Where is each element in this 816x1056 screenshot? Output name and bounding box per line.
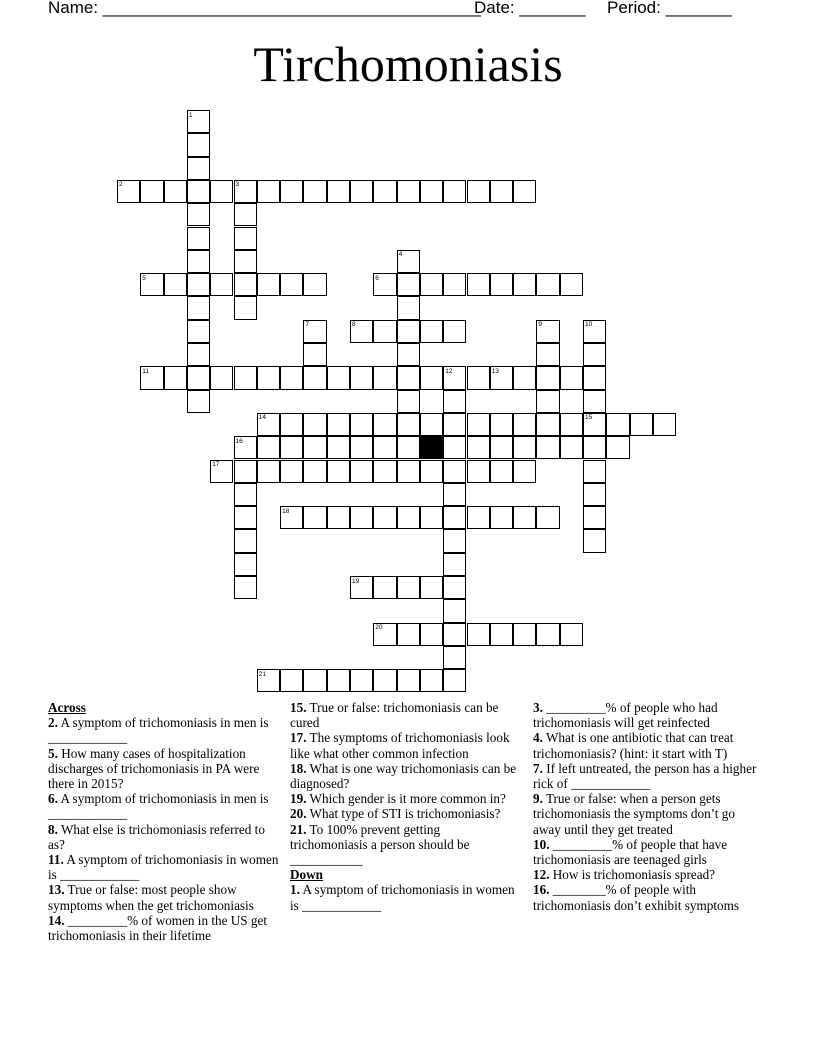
clue-item bbox=[290, 700, 518, 730]
grid-cell[interactable] bbox=[303, 460, 326, 483]
clue-item bbox=[290, 761, 518, 791]
grid-cell[interactable] bbox=[187, 273, 210, 296]
grid-cell[interactable] bbox=[210, 180, 233, 203]
clue-number: 2 bbox=[119, 181, 123, 189]
grid-cell[interactable] bbox=[234, 529, 257, 552]
clue-text: A symptom of trichomoniasis in women is ____________ bbox=[290, 882, 515, 913]
clue-number-label: 15. bbox=[290, 700, 307, 715]
grid-cell[interactable] bbox=[420, 180, 443, 203]
grid-cell[interactable] bbox=[280, 436, 303, 459]
grid-cell[interactable] bbox=[443, 483, 466, 506]
grid-cell[interactable] bbox=[350, 180, 373, 203]
clue-number: 8 bbox=[352, 321, 356, 329]
grid-cell[interactable] bbox=[397, 366, 420, 389]
grid-cell[interactable] bbox=[443, 669, 466, 692]
grid-cell[interactable] bbox=[513, 436, 536, 459]
grid-cell[interactable] bbox=[443, 599, 466, 622]
grid-cell[interactable] bbox=[467, 273, 490, 296]
clue-text: To 100% prevent getting trichomoniasis a person should be ___________ bbox=[290, 821, 470, 868]
clue-item bbox=[533, 867, 765, 882]
grid-cell[interactable] bbox=[583, 436, 606, 459]
grid-cell[interactable] bbox=[280, 460, 303, 483]
clue-text: _________% of people who had trichomoniasis will get reinfected bbox=[533, 700, 718, 731]
grid-cell[interactable] bbox=[303, 413, 326, 436]
grid-cell[interactable] bbox=[536, 413, 559, 436]
grid-cell[interactable] bbox=[420, 273, 443, 296]
clue-text: How many cases of hospitalization discharges of trichomoniasis in PA were there in 2015? bbox=[48, 745, 260, 792]
grid-cell[interactable] bbox=[350, 436, 373, 459]
clue-number-label: 5. bbox=[48, 745, 58, 761]
grid-cell[interactable] bbox=[536, 390, 559, 413]
grid-cell[interactable] bbox=[350, 366, 373, 389]
clue-number-label: 6. bbox=[48, 791, 58, 807]
grid-cell[interactable] bbox=[560, 413, 583, 436]
grid-cell[interactable] bbox=[373, 180, 396, 203]
grid-cell[interactable] bbox=[443, 553, 466, 576]
grid-cell[interactable] bbox=[513, 460, 536, 483]
grid-cell[interactable] bbox=[373, 460, 396, 483]
grid-cell[interactable] bbox=[467, 413, 490, 436]
grid-cell[interactable] bbox=[257, 273, 280, 296]
grid-cell[interactable] bbox=[257, 366, 280, 389]
grid-cell[interactable] bbox=[420, 576, 443, 599]
clue-number-label: 20. bbox=[290, 806, 307, 822]
clue-item bbox=[533, 791, 765, 837]
clue-number: 4 bbox=[398, 251, 403, 259]
clue-number-label: 4. bbox=[533, 730, 543, 746]
clue-item bbox=[533, 761, 765, 791]
grid-cell[interactable] bbox=[397, 343, 420, 366]
grid-cell[interactable] bbox=[443, 646, 466, 669]
grid-cell[interactable] bbox=[490, 506, 513, 529]
grid-cell[interactable] bbox=[536, 366, 559, 389]
grid-cell[interactable] bbox=[257, 436, 280, 459]
grid-cell[interactable] bbox=[373, 413, 396, 436]
grid-cell[interactable] bbox=[560, 273, 583, 296]
section-heading: Across bbox=[48, 700, 86, 715]
clue-number: 3 bbox=[235, 181, 240, 189]
clue-number: 16 bbox=[235, 437, 243, 445]
clue-number: 19 bbox=[352, 577, 360, 585]
clue-number-label: 14. bbox=[48, 912, 65, 928]
grid-cell[interactable] bbox=[303, 273, 326, 296]
grid-cell[interactable] bbox=[303, 436, 326, 459]
grid-cell[interactable] bbox=[397, 669, 420, 692]
grid-cell[interactable] bbox=[443, 320, 466, 343]
grid-cell[interactable] bbox=[234, 506, 257, 529]
clue-item bbox=[290, 882, 518, 912]
clue-text: A symptom of trichomoniasis in women is ____________ bbox=[48, 852, 279, 883]
clue-number-label: 17. bbox=[290, 730, 307, 746]
grid-cell[interactable] bbox=[397, 506, 420, 529]
grid-cell[interactable] bbox=[327, 413, 350, 436]
clue-item bbox=[533, 730, 765, 760]
grid-cell[interactable] bbox=[350, 413, 373, 436]
grid-cell[interactable] bbox=[420, 669, 443, 692]
grid-cell[interactable] bbox=[234, 483, 257, 506]
clue-text: Which gender is it more common in? bbox=[309, 791, 506, 807]
clue-item bbox=[48, 822, 280, 852]
clue-item bbox=[48, 852, 280, 882]
grid-cell[interactable] bbox=[443, 529, 466, 552]
clue-item bbox=[533, 882, 765, 912]
clue-number: 14 bbox=[258, 414, 267, 422]
clues-column-3 bbox=[533, 700, 765, 913]
clue-number-label: 13. bbox=[48, 882, 65, 898]
grid-cell[interactable] bbox=[350, 506, 373, 529]
grid-cell[interactable] bbox=[280, 366, 303, 389]
grid-cell[interactable] bbox=[397, 390, 420, 413]
grid-cell[interactable] bbox=[443, 623, 466, 646]
grid-cell[interactable] bbox=[303, 506, 326, 529]
clue-number: 10 bbox=[585, 321, 593, 329]
grid-cell[interactable] bbox=[583, 390, 606, 413]
black-square bbox=[420, 436, 443, 459]
clue-number: 15 bbox=[585, 414, 593, 422]
grid-cell[interactable] bbox=[187, 366, 210, 389]
grid-cell[interactable] bbox=[234, 296, 257, 319]
grid-cell[interactable] bbox=[536, 623, 559, 646]
grid-cell[interactable] bbox=[397, 320, 420, 343]
grid-cell[interactable] bbox=[560, 436, 583, 459]
grid-cell[interactable] bbox=[467, 506, 490, 529]
period-field-label: Period: _______ bbox=[607, 0, 732, 17]
grid-cell[interactable] bbox=[373, 669, 396, 692]
grid-cell[interactable] bbox=[443, 576, 466, 599]
clue-number: 9 bbox=[538, 321, 543, 329]
grid-cell[interactable] bbox=[536, 273, 559, 296]
grid-cell[interactable] bbox=[280, 669, 303, 692]
clues-column-1 bbox=[48, 700, 280, 943]
clue-number-label: 3. bbox=[533, 700, 543, 715]
grid-cell[interactable] bbox=[234, 273, 257, 296]
grid-cell[interactable] bbox=[164, 180, 187, 203]
grid-cell[interactable] bbox=[443, 506, 466, 529]
grid-cell[interactable] bbox=[234, 553, 257, 576]
clue-item bbox=[290, 806, 518, 821]
clue-number: 18 bbox=[282, 507, 290, 515]
clue-item bbox=[533, 700, 765, 730]
grid-cell[interactable] bbox=[443, 460, 466, 483]
clue-item bbox=[290, 730, 518, 760]
clue-text: What type of STI is trichomoniasis? bbox=[309, 806, 501, 822]
grid-cell[interactable] bbox=[536, 436, 559, 459]
grid-cell[interactable] bbox=[420, 460, 443, 483]
clue-text: How is trichomoniasis spread? bbox=[552, 867, 716, 883]
grid-cell[interactable] bbox=[350, 669, 373, 692]
grid-cell[interactable] bbox=[420, 506, 443, 529]
grid-cell[interactable] bbox=[397, 576, 420, 599]
grid-cell[interactable] bbox=[397, 436, 420, 459]
grid-cell[interactable] bbox=[397, 460, 420, 483]
grid-cell[interactable] bbox=[420, 413, 443, 436]
grid-cell[interactable] bbox=[443, 180, 466, 203]
grid-cell[interactable] bbox=[280, 273, 303, 296]
grid-cell[interactable] bbox=[164, 273, 187, 296]
grid-cell[interactable] bbox=[327, 669, 350, 692]
grid-cell[interactable] bbox=[443, 390, 466, 413]
grid-cell[interactable] bbox=[653, 413, 676, 436]
grid-cell[interactable] bbox=[187, 320, 210, 343]
grid-cell[interactable] bbox=[560, 623, 583, 646]
clue-item bbox=[48, 715, 280, 745]
grid-cell[interactable] bbox=[327, 180, 350, 203]
grid-cell[interactable] bbox=[373, 576, 396, 599]
clue-number-label: 19. bbox=[290, 791, 307, 807]
grid-cell[interactable] bbox=[373, 366, 396, 389]
grid-cell[interactable] bbox=[420, 623, 443, 646]
grid-cell[interactable] bbox=[397, 180, 420, 203]
page-title: Tirchomoniasis bbox=[253, 36, 563, 92]
grid-cell[interactable] bbox=[164, 366, 187, 389]
grid-cell[interactable] bbox=[443, 436, 466, 459]
grid-cell[interactable] bbox=[187, 250, 210, 273]
grid-cell[interactable] bbox=[560, 366, 583, 389]
grid-cell[interactable] bbox=[513, 623, 536, 646]
clue-text: _________% of people that have trichomoniasis are teenaged girls bbox=[533, 836, 728, 868]
grid-cell[interactable] bbox=[140, 180, 163, 203]
grid-cell[interactable] bbox=[583, 343, 606, 366]
grid-cell[interactable] bbox=[490, 273, 513, 296]
grid-cell[interactable] bbox=[443, 273, 466, 296]
grid-cell[interactable] bbox=[280, 180, 303, 203]
grid-cell[interactable] bbox=[187, 133, 210, 156]
grid-cell[interactable] bbox=[513, 413, 536, 436]
grid-cell[interactable] bbox=[234, 576, 257, 599]
clue-number: 6 bbox=[375, 274, 379, 282]
clue-number: 20 bbox=[375, 624, 383, 632]
grid-cell[interactable] bbox=[257, 180, 280, 203]
clue-number-label: 7. bbox=[533, 760, 543, 776]
grid-cell[interactable] bbox=[467, 366, 490, 389]
clue-number-label: 11. bbox=[48, 852, 64, 868]
grid-cell[interactable] bbox=[187, 296, 210, 319]
grid-cell[interactable] bbox=[630, 413, 653, 436]
grid-cell[interactable] bbox=[210, 366, 233, 389]
clue-number: 7 bbox=[305, 321, 310, 329]
grid-cell[interactable] bbox=[467, 460, 490, 483]
grid-cell[interactable] bbox=[467, 436, 490, 459]
clue-text: What is one way trichomoniasis can be diagnosed? bbox=[290, 760, 517, 792]
grid-cell[interactable] bbox=[187, 227, 210, 250]
clue-number-label: 10. bbox=[533, 836, 550, 852]
grid-cell[interactable] bbox=[327, 506, 350, 529]
grid-cell[interactable] bbox=[327, 436, 350, 459]
clue-number-label: 21. bbox=[290, 821, 307, 837]
clue-text: If left untreated, the person has a higher rick of ____________ bbox=[533, 760, 757, 792]
grid-cell[interactable] bbox=[303, 180, 326, 203]
grid-cell[interactable] bbox=[443, 413, 466, 436]
grid-cell[interactable] bbox=[583, 529, 606, 552]
clue-item bbox=[290, 791, 518, 806]
grid-cell[interactable] bbox=[210, 273, 233, 296]
grid-cell[interactable] bbox=[606, 413, 629, 436]
grid-cell[interactable] bbox=[373, 506, 396, 529]
grid-cell[interactable] bbox=[327, 366, 350, 389]
grid-cell[interactable] bbox=[536, 506, 559, 529]
grid-cell[interactable] bbox=[257, 460, 280, 483]
grid-cell[interactable] bbox=[490, 180, 513, 203]
grid-cell[interactable] bbox=[467, 623, 490, 646]
clue-text: What is one antibiotic that can treat trichomoniasis? (hint: it start with T) bbox=[533, 730, 734, 761]
grid-cell[interactable] bbox=[234, 227, 257, 250]
grid-cell[interactable] bbox=[583, 460, 606, 483]
date-field-label: Date: _______ bbox=[474, 0, 586, 17]
clue-text: The symptoms of trichomoniasis look like what other common infection bbox=[290, 730, 510, 761]
clue-number: 21 bbox=[258, 670, 267, 678]
grid-cell[interactable] bbox=[397, 296, 420, 319]
grid-cell[interactable] bbox=[420, 366, 443, 389]
clues-column-2 bbox=[290, 700, 518, 913]
grid-cell[interactable] bbox=[187, 343, 210, 366]
clue-item bbox=[48, 913, 280, 943]
clue-text: _________% of women in the US get trichomoniasis in their lifetime bbox=[48, 912, 268, 944]
clue-text: True or false: when a person gets trichomoniasis the symptoms don’t go away until they get treated bbox=[533, 791, 735, 837]
grid-cell[interactable] bbox=[234, 366, 257, 389]
clue-item bbox=[290, 822, 518, 868]
grid-cell[interactable] bbox=[187, 390, 210, 413]
clue-number-label: 9. bbox=[533, 791, 543, 807]
clue-number: 13 bbox=[491, 367, 500, 375]
grid-cell[interactable] bbox=[234, 250, 257, 273]
grid-cell[interactable] bbox=[373, 436, 396, 459]
grid-cell[interactable] bbox=[490, 413, 513, 436]
grid-cell[interactable] bbox=[583, 506, 606, 529]
grid-cell[interactable] bbox=[303, 343, 326, 366]
clue-number: 12 bbox=[445, 367, 453, 375]
grid-cell[interactable] bbox=[490, 460, 513, 483]
clue-number-label: 8. bbox=[48, 821, 58, 837]
grid-cell[interactable] bbox=[303, 366, 326, 389]
clue-text: True or false: trichomoniasis can be cured bbox=[290, 700, 499, 731]
grid-cell[interactable] bbox=[490, 436, 513, 459]
section-heading: Down bbox=[290, 867, 323, 883]
grid-cell[interactable] bbox=[350, 460, 373, 483]
grid-cell[interactable] bbox=[467, 180, 490, 203]
clue-text: True or false: most people show symptoms when the get trichomoniasis bbox=[48, 882, 254, 913]
grid-cell[interactable] bbox=[583, 366, 606, 389]
clue-text: What else is trichomoniasis referred to as? bbox=[48, 821, 265, 852]
clue-item bbox=[533, 837, 765, 867]
clue-item bbox=[48, 882, 280, 912]
grid-cell[interactable] bbox=[187, 180, 210, 203]
grid-cell[interactable] bbox=[280, 413, 303, 436]
clue-item bbox=[48, 746, 280, 792]
grid-cell[interactable] bbox=[187, 203, 210, 226]
grid-cell[interactable] bbox=[397, 413, 420, 436]
grid-cell[interactable] bbox=[606, 436, 629, 459]
name-field-label: Name: ________________________________________ bbox=[48, 0, 481, 17]
grid-cell[interactable] bbox=[234, 460, 257, 483]
clue-number-label: 12. bbox=[533, 867, 550, 883]
clue-text: A symptom of trichomoniasis in men is ____________ bbox=[48, 791, 269, 822]
clue-number-label: 2. bbox=[48, 715, 58, 731]
grid-cell[interactable] bbox=[397, 623, 420, 646]
clue-number-label: 1. bbox=[290, 882, 300, 898]
clue-text: ________% of people with trichomoniasis don’t exhibit symptoms bbox=[533, 882, 739, 913]
grid-cell[interactable] bbox=[490, 623, 513, 646]
grid-cell[interactable] bbox=[513, 180, 536, 203]
grid-cell[interactable] bbox=[583, 483, 606, 506]
grid-cell[interactable] bbox=[303, 669, 326, 692]
grid-cell[interactable] bbox=[420, 320, 443, 343]
clue-number-label: 18. bbox=[290, 760, 307, 776]
grid-cell[interactable] bbox=[397, 273, 420, 296]
clue-number: 5 bbox=[142, 274, 146, 282]
grid-cell[interactable] bbox=[513, 506, 536, 529]
clue-text: A symptom of trichomoniasis in men is ____________ bbox=[48, 715, 269, 746]
clue-number: 1 bbox=[188, 111, 193, 119]
clue-item bbox=[48, 791, 280, 821]
grid-cell[interactable] bbox=[513, 273, 536, 296]
clue-number-label: 16. bbox=[533, 882, 550, 898]
grid-cell[interactable] bbox=[187, 157, 210, 180]
clue-number: 17 bbox=[212, 461, 220, 468]
grid-cell[interactable] bbox=[234, 203, 257, 226]
grid-cell[interactable] bbox=[327, 460, 350, 483]
grid-cell[interactable] bbox=[513, 366, 536, 389]
grid-cell[interactable] bbox=[536, 343, 559, 366]
clue-number: 11 bbox=[142, 367, 150, 375]
grid-cell[interactable] bbox=[373, 320, 396, 343]
